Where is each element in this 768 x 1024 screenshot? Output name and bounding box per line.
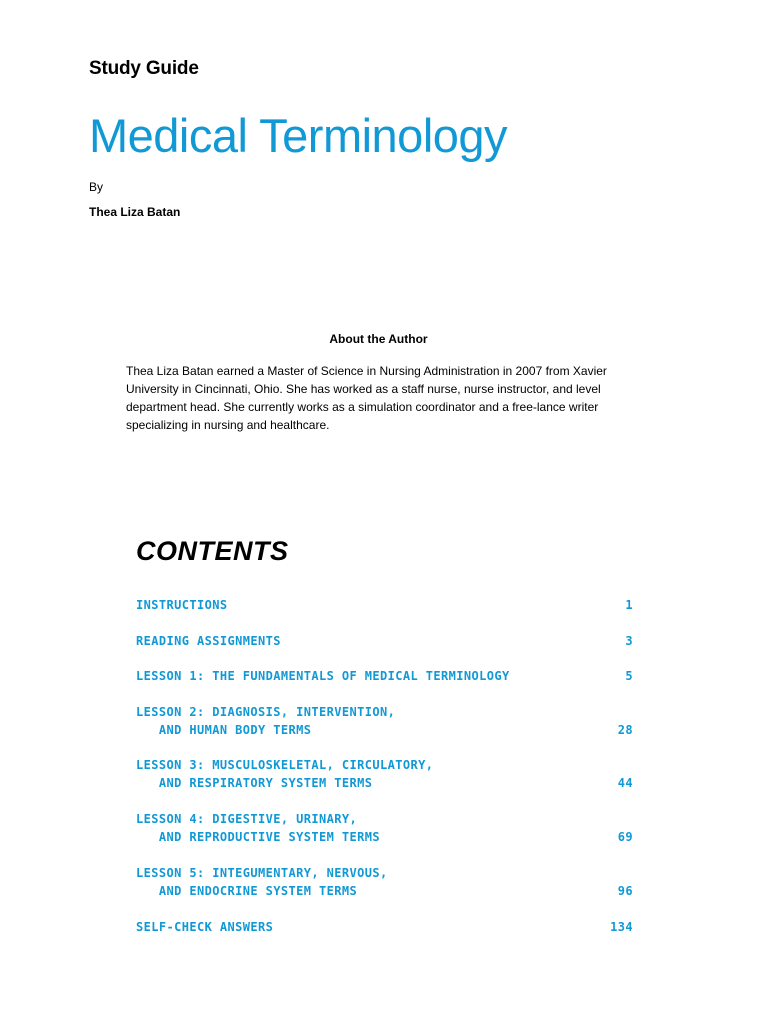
toc-item-page: 5 — [625, 669, 633, 683]
toc-item-page: 44 — [617, 776, 633, 790]
toc-item-lesson-5[interactable] — [136, 864, 633, 900]
toc-item-lesson-1[interactable] — [136, 667, 633, 685]
contents-title: CONTENTS — [136, 536, 289, 566]
toc-item-page: 1 — [625, 598, 633, 612]
toc-item-lesson-4[interactable] — [136, 810, 633, 846]
toc-item-label: LESSON 1: THE FUNDAMENTALS OF MEDICAL TERMINOLOGY — [136, 669, 510, 683]
toc-item-page: 3 — [625, 634, 633, 648]
toc-item-label: LESSON 3: MUSCULOSKELETAL, CIRCULATORY, AND RESPIRATORY SYSTEM TERMS — [136, 758, 434, 790]
document-title: Medical Terminology — [89, 109, 508, 162]
about-author-heading: About the Author — [329, 332, 428, 346]
by-label: By — [89, 180, 104, 194]
toc-item-label: LESSON 4: DIGESTIVE, URINARY, AND REPRODUCTIVE SYSTEM TERMS — [136, 812, 380, 844]
toc-item-label: READING ASSIGNMENTS — [136, 634, 281, 648]
study-guide-label: Study Guide — [89, 58, 199, 79]
author-name: Thea Liza Batan — [89, 205, 181, 219]
toc-item-label: INSTRUCTIONS — [136, 598, 228, 612]
toc-item-self-check-answers[interactable] — [136, 918, 633, 936]
about-author-body: Thea Liza Batan earned a Master of Science in Nursing Administration in 2007 from Xavier University in Cincinnati, Ohio. She has worked as a staff nurse, nurse instructor, and level department head. She currently works as a simulation coordinator and a free-lance writer specializing in nursing and healthcare. — [126, 364, 607, 432]
toc-item-label: SELF-CHECK ANSWERS — [136, 920, 274, 934]
toc-item-instructions[interactable] — [136, 596, 633, 614]
toc-item-lesson-2[interactable] — [136, 703, 633, 739]
toc-item-page: 28 — [617, 723, 633, 737]
toc-item-lesson-3[interactable] — [136, 756, 633, 792]
toc-item-reading-assignments[interactable] — [136, 632, 633, 650]
toc-item-page: 96 — [617, 884, 633, 898]
toc-item-label: LESSON 2: DIAGNOSIS, INTERVENTION, AND HUMAN BODY TERMS — [136, 705, 396, 737]
toc-item-page: 69 — [617, 830, 633, 844]
toc-item-label: LESSON 5: INTEGUMENTARY, NERVOUS, AND ENDOCRINE SYSTEM TERMS — [136, 866, 388, 898]
toc-item-page: 134 — [610, 920, 633, 934]
